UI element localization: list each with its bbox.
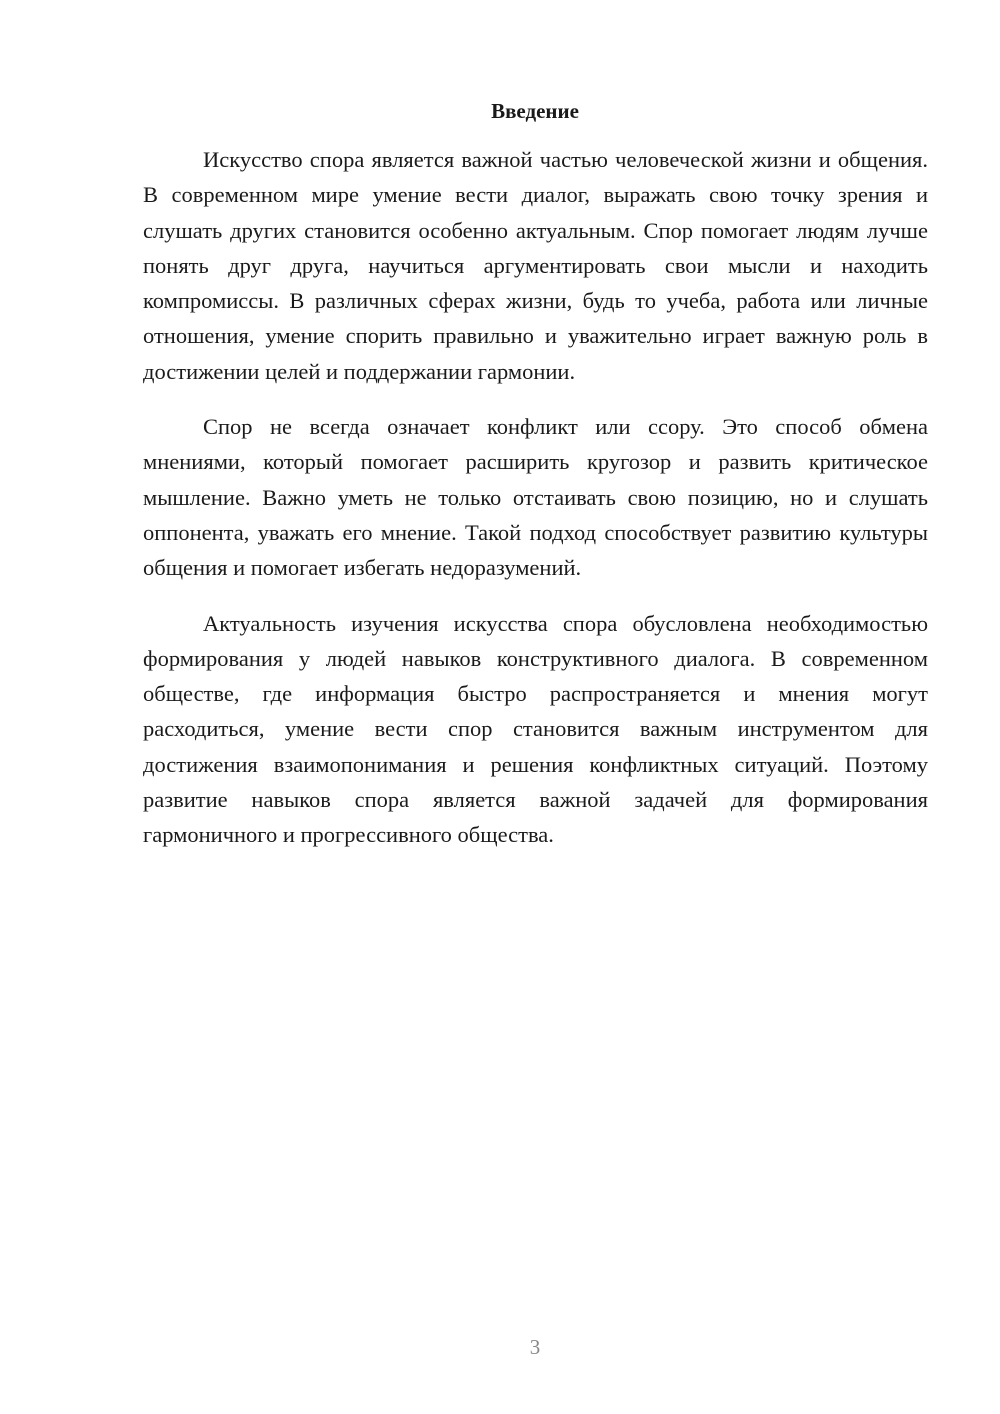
page-number: 3 (529, 1335, 541, 1359)
section-heading: Введение (491, 99, 579, 123)
body-text (143, 142, 928, 873)
paragraph-3: Актуальность изучения искусства спора обусловлена необходимостью формирования у людей навыков конструктивного диалога. В современном обществе, где информация быстро распространяется и мнения могут расходиться, умение вести спор становится важным инструментом для достижения взаимопонимания и решения конфликтных ситуаций. Поэтому развитие навыков спора является важной задачей для формирования гармоничного и прогрессивного общества. (143, 610, 928, 848)
paragraph-1: Искусство спора является важной частью человеческой жизни и общения. В современном мире умение вести диалог, выражать свою точку зрения и слушать других становится особенно актуальным. Спор помогает людям лучше понять друг друга, научиться аргументировать свои мысли и находить компромиссы. В различных сферах жизни, будь то учеба, работа или личные отношения, умение спорить правильно и уважительно играет важную роль в достижении целей и поддержании гармонии. (143, 147, 928, 384)
paragraph-2: Спор не всегда означает конфликт или ссору. Это способ обмена мнениями, который помогает расширить кругозор и развить критическое мышление. Важно уметь не только отстаивать свою позицию, но и слушать оппонента, уважать его мнение. Такой подход способствует развитию культуры общения и помогает избегать недоразумений. (143, 414, 928, 581)
